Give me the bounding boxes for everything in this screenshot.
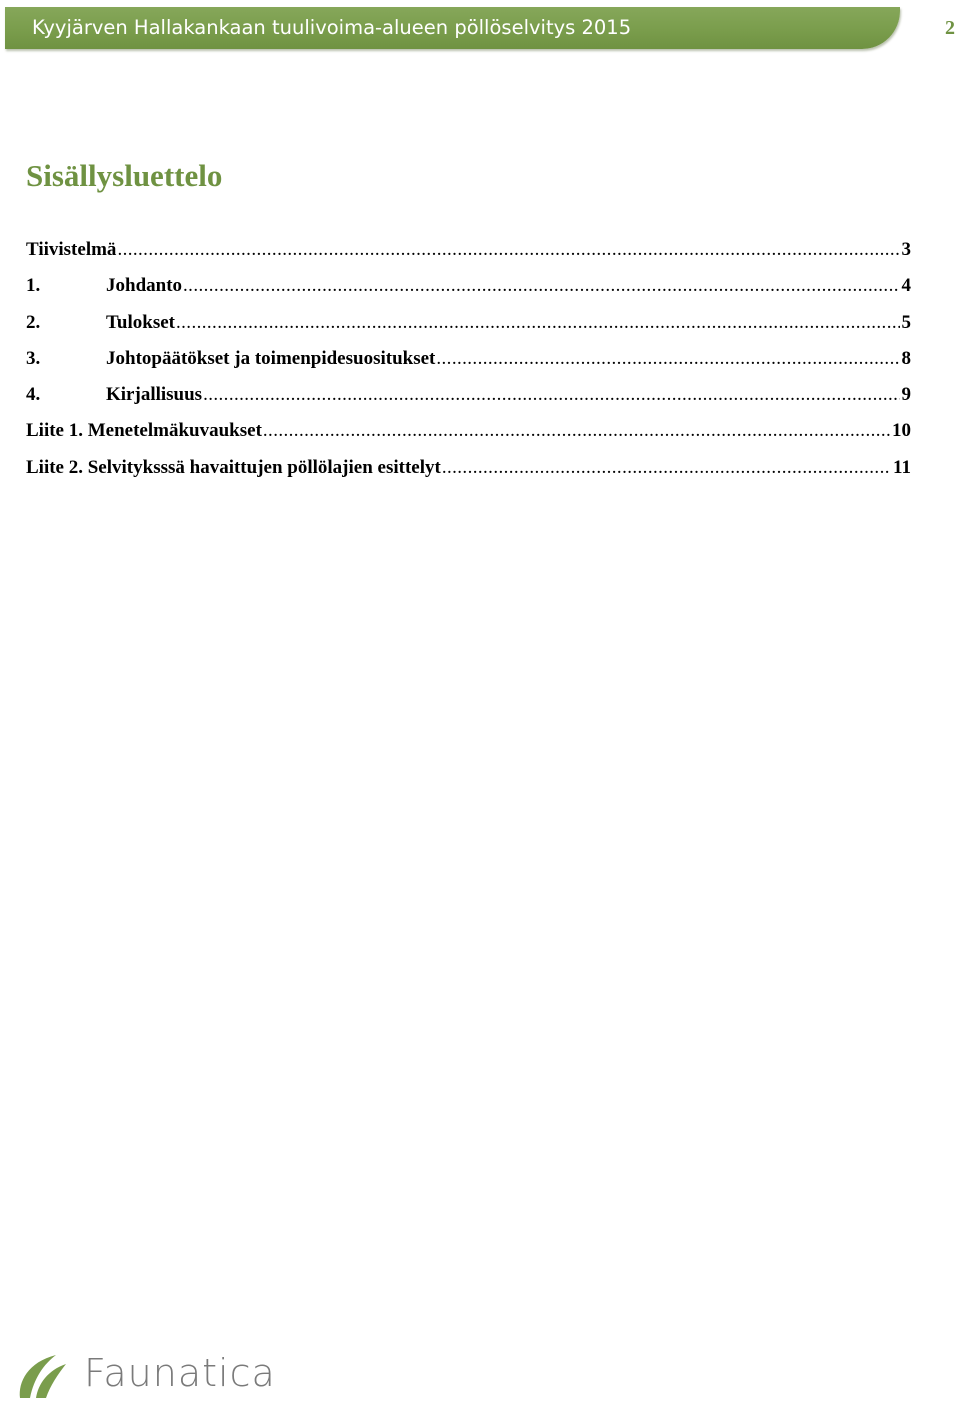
toc-dot-leader bbox=[263, 419, 890, 443]
toc-entry-kirjallisuus[interactable] bbox=[26, 383, 911, 419]
toc-entry-page: 3 bbox=[901, 239, 911, 260]
toc-dot-leader bbox=[176, 311, 900, 335]
toc-entry-liite-1[interactable] bbox=[26, 419, 911, 455]
toc-dot-leader bbox=[442, 456, 891, 480]
toc-heading: Sisällysluettelo bbox=[26, 158, 223, 193]
toc-entry-page: 5 bbox=[901, 311, 911, 333]
toc-entry-number: 4. bbox=[26, 384, 41, 406]
toc-entry-number: 3. bbox=[26, 347, 41, 369]
toc-entry-label: Liite 1. Menetelmäkuvaukset bbox=[26, 420, 262, 442]
page-number: 2 bbox=[945, 17, 955, 39]
toc-entry-page: 4 bbox=[901, 275, 911, 297]
toc-entry-liite-2[interactable] bbox=[26, 456, 911, 492]
toc-entry-label: Kirjallisuus bbox=[106, 384, 203, 406]
toc-entry-tulokset[interactable] bbox=[26, 311, 911, 347]
toc-entry-label: Johdanto bbox=[106, 275, 183, 297]
toc-dot-leader bbox=[203, 383, 899, 407]
toc-dot-leader bbox=[183, 274, 899, 298]
toc-entry-label: Tulokset bbox=[106, 311, 175, 333]
toc-entry-page: 10 bbox=[892, 420, 911, 442]
toc-entry-page: 8 bbox=[901, 347, 911, 369]
footer-brand-name: Faunatica bbox=[84, 1351, 276, 1395]
toc-entry-label: Johtopäätökset ja toimenpidesuositukset bbox=[106, 347, 436, 369]
toc-entry-label: Tiivistelmä bbox=[26, 239, 117, 260]
leaf-swoosh-icon bbox=[16, 1352, 68, 1400]
toc-entry-number: 1. bbox=[26, 275, 41, 297]
toc-entry-number: 2. bbox=[26, 311, 41, 333]
toc-entry-page: 11 bbox=[893, 456, 911, 478]
table-of-contents bbox=[26, 238, 911, 492]
toc-dot-leader bbox=[117, 238, 899, 262]
toc-entry-johtopaatokset[interactable] bbox=[26, 347, 911, 383]
toc-entry-label: Liite 2. Selvityksssä havaittujen pöllölajien esittelyt bbox=[26, 456, 441, 478]
document-title: Kyyjärven Hallakankaan tuulivoima-alueen pöllöselvitys 2015 bbox=[32, 16, 632, 39]
toc-entry-johdanto[interactable] bbox=[26, 274, 911, 310]
toc-dot-leader bbox=[436, 347, 899, 371]
toc-entry-page: 9 bbox=[901, 384, 911, 406]
toc-entry-tiivistelma[interactable] bbox=[26, 238, 911, 274]
